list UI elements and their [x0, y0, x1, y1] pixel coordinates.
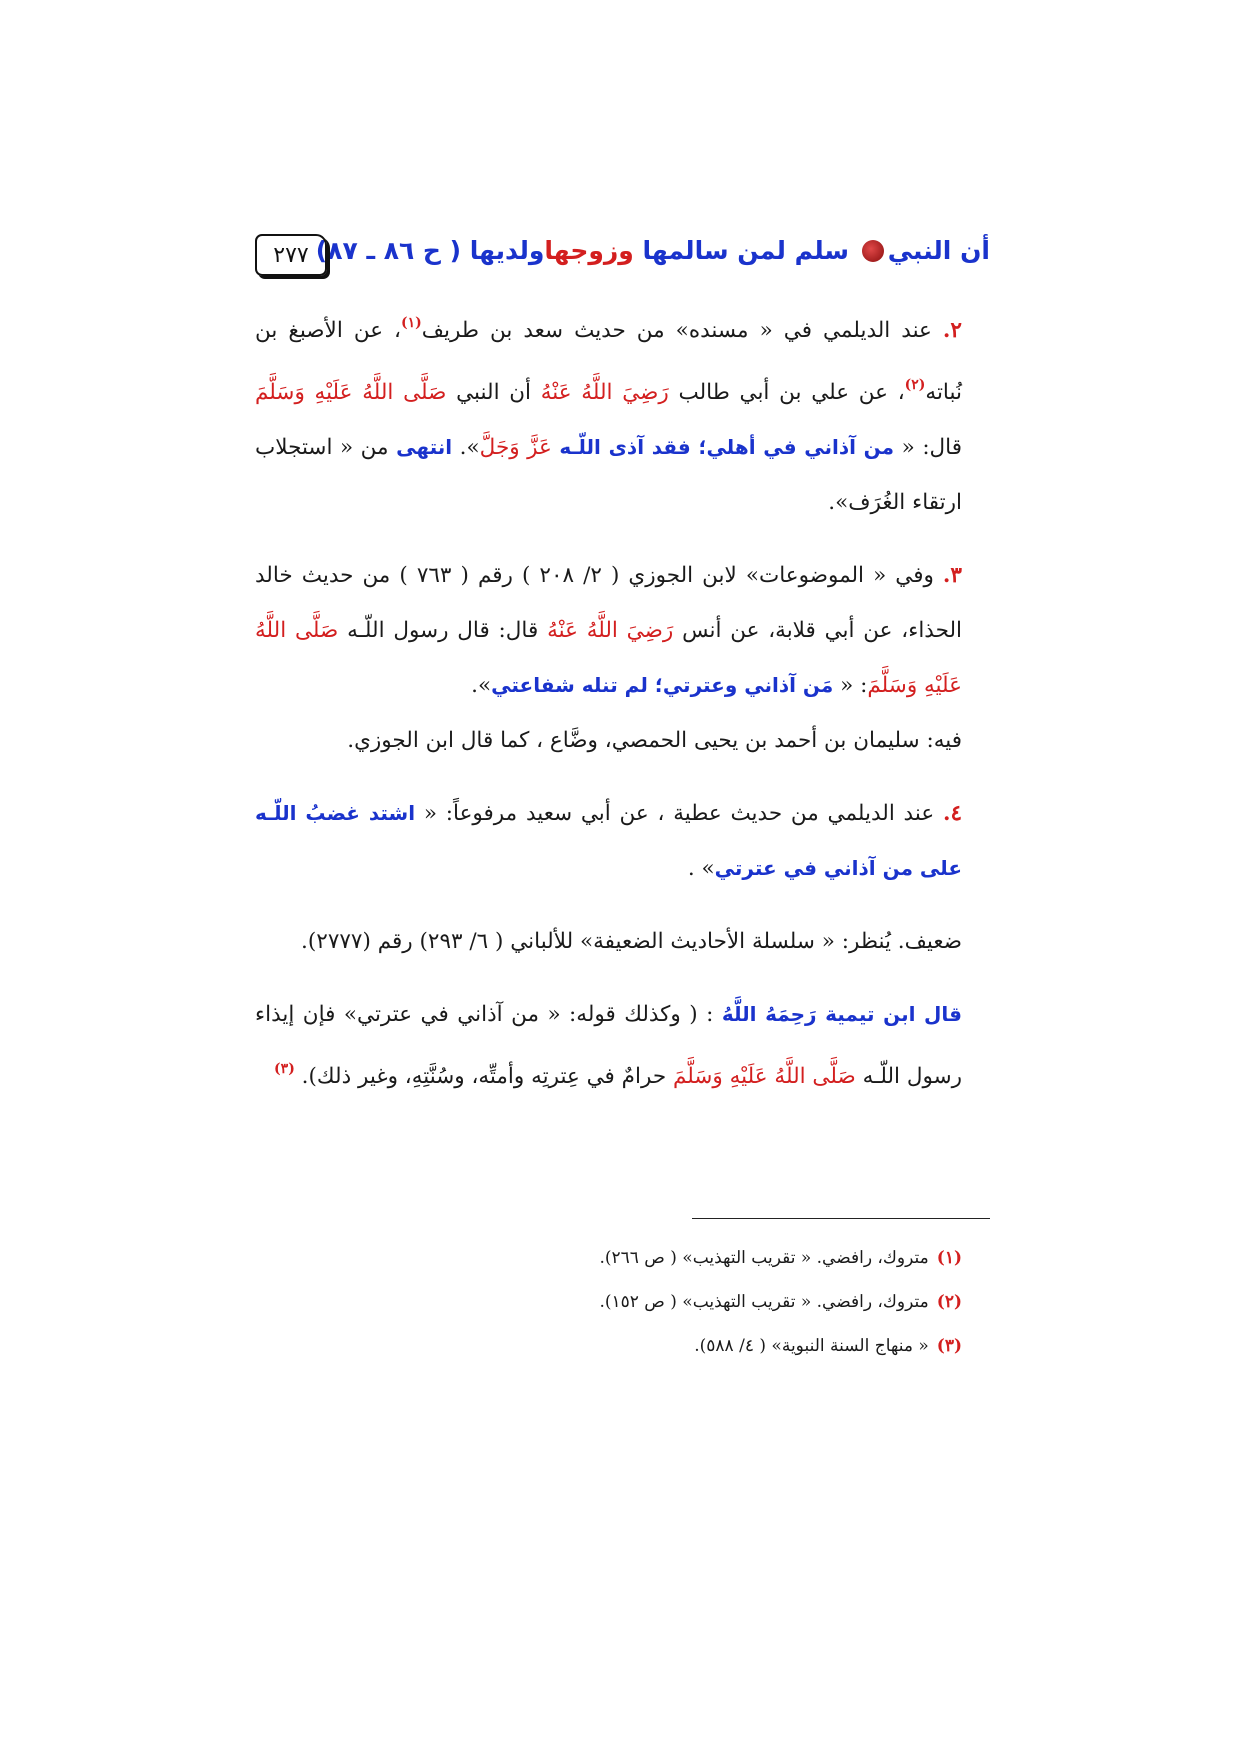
item-number: ٢.	[942, 318, 962, 343]
footnote-3	[255, 1324, 990, 1368]
scholar-quote-lead: قال ابن تيمية رَحِمَهُ اللَّهُ	[721, 1002, 963, 1026]
footnote-2	[255, 1280, 990, 1324]
footnote-number: (١)	[936, 1248, 962, 1268]
page-number: ٢٧٧	[255, 234, 327, 276]
footnote-ref-3: (٣)	[274, 1061, 295, 1077]
header-title-part4: ولديها ( ح ٨٦ ـ ٨٧)	[315, 236, 545, 265]
paragraph-2	[255, 296, 990, 530]
main-text	[255, 296, 990, 1104]
honorific: رَضِيَ اللَّهُ عَنْهُ	[540, 380, 669, 405]
hadith-quote: مَن آذاني وعترتي؛ لم تنله شفاعتي	[491, 673, 834, 697]
footnote-ref-1: (١)	[400, 315, 422, 331]
honorific: عَزَّ وَجَلَّ	[479, 435, 552, 460]
text: قال: «	[901, 435, 963, 460]
hadith-quote: من آذاني في أهلي؛ فقد آذى اللّـه	[559, 435, 895, 459]
footnote-divider	[692, 1218, 990, 1219]
footnote-ref-2: (٢)	[904, 377, 926, 393]
text: : ( وكذلك قوله: « من آذاني في عترتي» فإن إيذاء رسول اللّـه	[255, 1002, 962, 1089]
paragraph-3-note: فيه: سليمان بن أحمد بن يحيى الحمصي، وضَّاع ، كما قال ابن الجوزي.	[347, 728, 962, 753]
header-title-part1: أن النبي	[887, 236, 990, 265]
footnote-1	[255, 1236, 990, 1280]
text: ».	[452, 435, 480, 460]
honorific: صَلَّى اللَّهُ عَلَيْهِ وَسَلَّمَ	[672, 1064, 856, 1089]
page-header	[255, 234, 990, 280]
text: ، عن علي بن أبي طالب	[678, 380, 905, 405]
honorific: صَلَّى اللَّهُ عَلَيْهِ وَسَلَّمَ	[255, 618, 962, 698]
paragraph-3	[255, 548, 990, 713]
text: من « استجلاب ارتقاء الغُرَف».	[255, 435, 962, 515]
text: حرامٌ في عِترتِه وأمتِّه، وسُنَّتِهِ، وغير ذلك).	[301, 1064, 667, 1089]
paragraph-4	[255, 786, 990, 896]
footnotes	[255, 1236, 990, 1368]
text: ».	[471, 673, 492, 698]
footnote-text: متروك، رافضي. « تقريب التهذيب» ( ص ٢٦٦).	[599, 1248, 929, 1268]
text: قال: قال رسول اللّـه	[347, 618, 539, 643]
header-title-part3: وزوجها	[544, 236, 634, 265]
text: أن النبي	[456, 380, 532, 405]
text: وفي « الموضوعات» لابن الجوزي ( ٢/ ٢٠٨ ) رقم ( ٧٦٣ ) من حديث خالد الحذاء، عن أبي قلابة، عن أنس	[255, 563, 962, 643]
hadith-quote: اشتد غضبُ اللّـه على من آذاني في عترتي	[255, 801, 962, 880]
honorific-seal-icon	[862, 240, 884, 262]
paragraph-5	[255, 987, 990, 1104]
running-header-title	[316, 236, 990, 265]
footnote-text: متروك، رافضي. « تقريب التهذيب» ( ص ١٥٢).	[599, 1292, 929, 1312]
item-number: ٤.	[942, 801, 963, 826]
paragraph-4-grading: ضعيف. يُنظر: « سلسلة الأحاديث الضعيفة» للألباني ( ٦/ ٢٩٣) رقم (٢٧٧٧).	[301, 929, 962, 954]
ended-label: انتهى	[396, 435, 453, 459]
header-title-part2: سلم لمن سالمها	[642, 236, 849, 265]
text: ، عن الأصبغ بن نُباته	[255, 318, 962, 405]
text: : «	[840, 673, 868, 698]
footnote-text: « منهاج السنة النبوية» ( ٤/ ٥٨٨).	[694, 1336, 929, 1356]
text: عند الديلمي من حديث عطية ، عن أبي سعيد مرفوعاً: «	[423, 801, 935, 826]
item-number: ٣.	[942, 563, 962, 588]
honorific: رَضِيَ اللَّهُ عَنْهُ	[547, 618, 674, 643]
text: » .	[687, 856, 715, 881]
text: عند الديلمي في « مسنده» من حديث سعد بن طريف	[421, 318, 932, 343]
honorific: صَلَّى اللَّهُ عَلَيْهِ وَسَلَّمَ	[255, 380, 447, 405]
footnote-number: (٣)	[936, 1336, 962, 1356]
footnote-number: (٢)	[936, 1292, 962, 1312]
